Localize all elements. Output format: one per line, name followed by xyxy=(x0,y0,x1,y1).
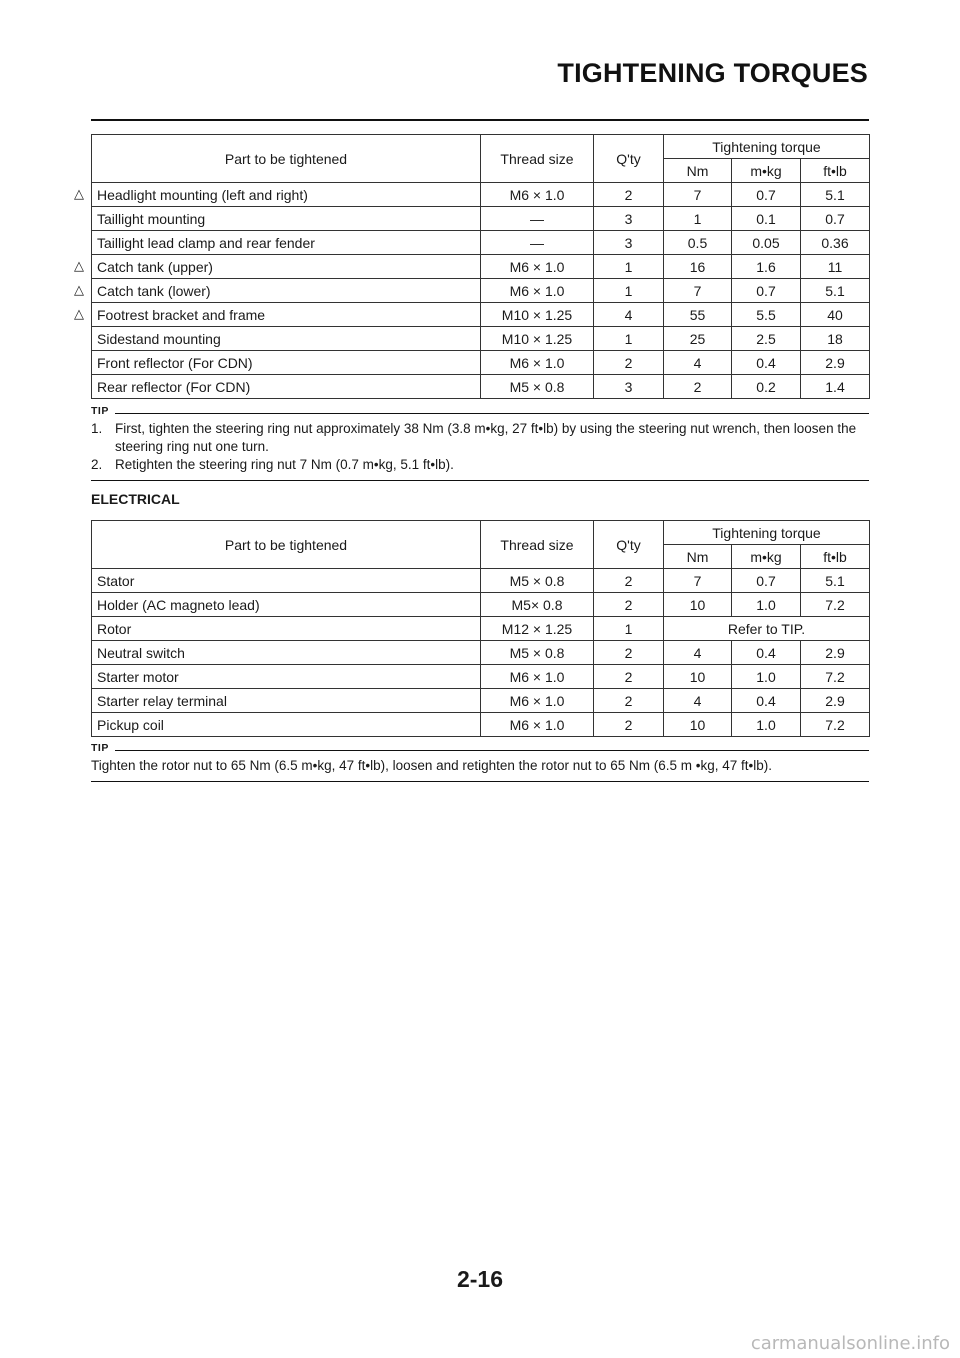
cell-thread-size: M10 × 1.25 xyxy=(481,327,594,351)
table-row xyxy=(92,255,870,279)
cell-part: Front reflector (For CDN) xyxy=(92,351,481,375)
header-thread-size: Thread size xyxy=(481,521,594,569)
cell-nm: 4 xyxy=(664,351,732,375)
cell-thread-size: M6 × 1.0 xyxy=(481,665,594,689)
table-row xyxy=(92,665,870,689)
tip-rule xyxy=(115,750,869,751)
cell-ftlb: 1.4 xyxy=(801,375,870,399)
table-row xyxy=(92,689,870,713)
cell-part: Holder (AC magneto lead) xyxy=(92,593,481,617)
header-mkg: m•kg xyxy=(732,545,801,569)
table-row xyxy=(92,713,870,737)
cell-mkg: 0.4 xyxy=(732,641,801,665)
cell-ftlb: 2.9 xyxy=(801,689,870,713)
tip-text: Tighten the rotor nut to 65 Nm (6.5 m•kg, 47 ft•lb), loosen and retighten the rotor nut to 65 Nm (6.5 m •kg, 47 ft•lb). xyxy=(91,758,772,773)
table-row xyxy=(92,327,870,351)
header-tightening-torque: Tightening torque xyxy=(664,521,870,545)
tip-item: 2. Retighten the steering ring nut 7 Nm (0.7 m•kg, 5.1 ft•lb). xyxy=(91,457,454,472)
cell-nm: 0.5 xyxy=(664,231,732,255)
cell-thread-size: M6 × 1.0 xyxy=(481,279,594,303)
header-ftlb: ft•lb xyxy=(801,545,870,569)
cell-ftlb: 5.1 xyxy=(801,183,870,207)
cell-part: Stator xyxy=(92,569,481,593)
cell-ftlb: 5.1 xyxy=(801,279,870,303)
cell-thread-size: — xyxy=(481,207,594,231)
cell-ftlb: 7.2 xyxy=(801,713,870,737)
cell-part: Starter motor xyxy=(92,665,481,689)
cell-nm: 10 xyxy=(664,713,732,737)
caution-triangle-icon: △ xyxy=(74,257,84,273)
cell-thread-size: M6 × 1.0 xyxy=(481,713,594,737)
cell-qty: 3 xyxy=(594,231,664,255)
cell-ftlb: 5.1 xyxy=(801,569,870,593)
chassis-torque-table xyxy=(91,134,870,399)
cell-qty: 1 xyxy=(594,255,664,279)
page-title: TIGHTENING TORQUES xyxy=(557,58,868,88)
table-row xyxy=(92,207,870,231)
cell-ftlb: 11 xyxy=(801,255,870,279)
cell-mkg: 0.4 xyxy=(732,689,801,713)
cell-part: Starter relay terminal xyxy=(92,689,481,713)
tip-rotor-nut xyxy=(91,744,869,782)
cell-mkg: 0.7 xyxy=(732,183,801,207)
watermark: carmanualsonline.info xyxy=(750,1333,950,1354)
cell-part: Headlight mounting (left and right) xyxy=(92,183,481,207)
cell-nm: 16 xyxy=(664,255,732,279)
cell-mkg: 0.2 xyxy=(732,375,801,399)
cell-mkg: 1.0 xyxy=(732,713,801,737)
cell-thread-size: M5 × 0.8 xyxy=(481,641,594,665)
cell-nm: 10 xyxy=(664,593,732,617)
cell-thread-size: M6 × 1.0 xyxy=(481,255,594,279)
header-part: Part to be tightened xyxy=(92,135,481,183)
caution-triangle-icon: △ xyxy=(74,281,84,297)
tip-rule xyxy=(115,413,869,414)
cell-part: Rotor xyxy=(92,617,481,641)
cell-ftlb: 7.2 xyxy=(801,665,870,689)
cell-mkg: 0.7 xyxy=(732,569,801,593)
cell-mkg: 0.05 xyxy=(732,231,801,255)
cell-part: Footrest bracket and frame xyxy=(92,303,481,327)
header-thread-size: Thread size xyxy=(481,135,594,183)
cell-nm: 55 xyxy=(664,303,732,327)
cell-qty: 2 xyxy=(594,593,664,617)
table-row xyxy=(92,183,870,207)
cell-mkg: 1.6 xyxy=(732,255,801,279)
cell-part: Taillight lead clamp and rear fender xyxy=(92,231,481,255)
cell-qty: 3 xyxy=(594,207,664,231)
header-tightening-torque: Tightening torque xyxy=(664,135,870,159)
cell-nm: 25 xyxy=(664,327,732,351)
cell-mkg: 0.4 xyxy=(732,351,801,375)
cell-thread-size: — xyxy=(481,231,594,255)
cell-thread-size: M5 × 0.8 xyxy=(481,569,594,593)
cell-thread-size: M10 × 1.25 xyxy=(481,303,594,327)
cell-qty: 2 xyxy=(594,641,664,665)
section-heading-electrical: ELECTRICAL xyxy=(91,491,180,507)
cell-ftlb: 18 xyxy=(801,327,870,351)
tip-item: 1. First, tighten the steering ring nut approximately 38 Nm (3.8 m•kg, 27 ft•lb) by using the steering nut wrench, then loosen the steering ring nut one turn. xyxy=(91,421,857,454)
cell-qty: 2 xyxy=(594,665,664,689)
table-row xyxy=(92,569,870,593)
cell-part: Taillight mounting xyxy=(92,207,481,231)
cell-ftlb: 2.9 xyxy=(801,641,870,665)
tip-end-rule xyxy=(91,480,869,481)
cell-thread-size: M6 × 1.0 xyxy=(481,183,594,207)
cell-mkg: 0.1 xyxy=(732,207,801,231)
tip-steering-nut xyxy=(91,407,869,481)
cell-ftlb: 7.2 xyxy=(801,593,870,617)
caution-triangle-icon: △ xyxy=(74,305,84,321)
cell-thread-size: M6 × 1.0 xyxy=(481,689,594,713)
cell-part: Sidestand mounting xyxy=(92,327,481,351)
cell-mkg: 1.0 xyxy=(732,665,801,689)
cell-part: Neutral switch xyxy=(92,641,481,665)
cell-ftlb: 0.7 xyxy=(801,207,870,231)
tip-label: TIP xyxy=(91,742,109,754)
cell-nm: 4 xyxy=(664,641,732,665)
caution-triangle-icon: △ xyxy=(74,185,84,201)
cell-qty: 2 xyxy=(594,351,664,375)
cell-qty: 1 xyxy=(594,617,664,641)
cell-part: Catch tank (upper) xyxy=(92,255,481,279)
cell-nm: 1 xyxy=(664,207,732,231)
cell-qty: 2 xyxy=(594,569,664,593)
table-row xyxy=(92,641,870,665)
cell-ftlb: 2.9 xyxy=(801,351,870,375)
table-row xyxy=(92,231,870,255)
header-ftlb: ft•lb xyxy=(801,159,870,183)
electrical-torque-table xyxy=(91,520,870,737)
cell-ftlb: 0.36 xyxy=(801,231,870,255)
cell-thread-size: M5 × 0.8 xyxy=(481,375,594,399)
cell-nm: 10 xyxy=(664,665,732,689)
cell-nm: 7 xyxy=(664,279,732,303)
table-row xyxy=(92,279,870,303)
cell-qty: 1 xyxy=(594,279,664,303)
cell-nm: 2 xyxy=(664,375,732,399)
cell-part: Catch tank (lower) xyxy=(92,279,481,303)
header-nm: Nm xyxy=(664,545,732,569)
cell-thread-size: M12 × 1.25 xyxy=(481,617,594,641)
header-qty: Q'ty xyxy=(594,135,664,183)
cell-mkg: 0.7 xyxy=(732,279,801,303)
table-row xyxy=(92,303,870,327)
title-rule xyxy=(91,119,869,121)
cell-nm: 7 xyxy=(664,569,732,593)
header-nm: Nm xyxy=(664,159,732,183)
table-row xyxy=(92,617,870,641)
cell-qty: 2 xyxy=(594,713,664,737)
header-part: Part to be tightened xyxy=(92,521,481,569)
cell-thread-size: M5× 0.8 xyxy=(481,593,594,617)
cell-qty: 1 xyxy=(594,327,664,351)
cell-nm: 7 xyxy=(664,183,732,207)
cell-mkg: 5.5 xyxy=(732,303,801,327)
tip-end-rule xyxy=(91,781,869,782)
cell-part: Pickup coil xyxy=(92,713,481,737)
cell-refer-to-tip: Refer to TIP. xyxy=(664,617,870,641)
table-row xyxy=(92,351,870,375)
tip-label: TIP xyxy=(91,405,109,417)
cell-nm: 4 xyxy=(664,689,732,713)
table-row xyxy=(92,593,870,617)
header-qty: Q'ty xyxy=(594,521,664,569)
header-mkg: m•kg xyxy=(732,159,801,183)
cell-mkg: 1.0 xyxy=(732,593,801,617)
cell-part: Rear reflector (For CDN) xyxy=(92,375,481,399)
cell-qty: 2 xyxy=(594,689,664,713)
cell-qty: 2 xyxy=(594,183,664,207)
page-number: 2-16 xyxy=(456,1266,504,1292)
cell-mkg: 2.5 xyxy=(732,327,801,351)
table-row xyxy=(92,375,870,399)
cell-qty: 3 xyxy=(594,375,664,399)
cell-qty: 4 xyxy=(594,303,664,327)
cell-ftlb: 40 xyxy=(801,303,870,327)
cell-thread-size: M6 × 1.0 xyxy=(481,351,594,375)
